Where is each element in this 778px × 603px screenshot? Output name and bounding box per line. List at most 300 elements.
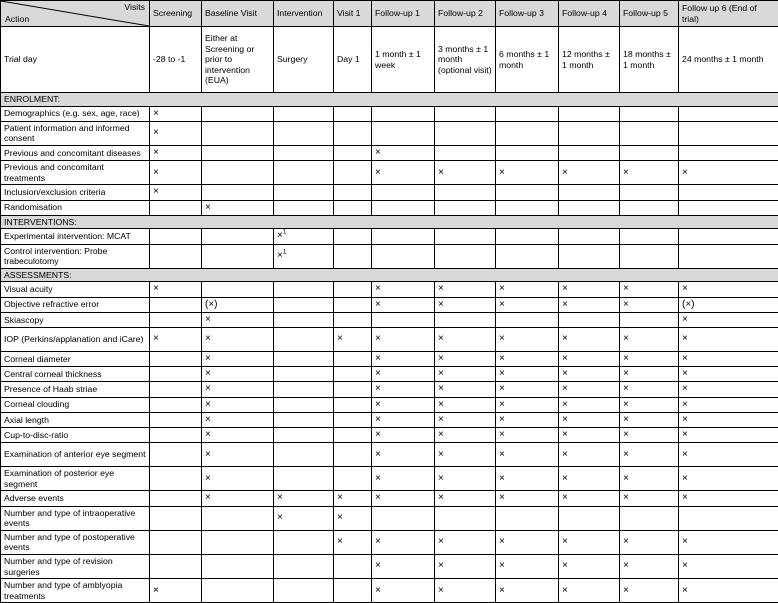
- mark-cell: [202, 282, 274, 297]
- mark-cell: [372, 282, 435, 297]
- mark-cell: [679, 530, 778, 554]
- cross-mark: ×: [205, 492, 211, 503]
- mark-cell: [620, 579, 679, 603]
- cross-mark: ×: [562, 383, 568, 394]
- mark-cell: [435, 443, 496, 467]
- mark-cell: [679, 443, 778, 467]
- mark-cell: [496, 106, 559, 121]
- table-row: [1, 397, 778, 412]
- mark-cell: [496, 397, 559, 412]
- mark-cell: [496, 327, 559, 351]
- mark-cell: [202, 327, 274, 351]
- mark-cell: [559, 397, 620, 412]
- trial-day-row: [1, 27, 778, 93]
- cross-mark: ×: [499, 449, 505, 460]
- table-row: [1, 367, 778, 382]
- cross-mark: ×: [682, 414, 688, 425]
- mark-cell: [679, 506, 778, 530]
- mark-cell: [274, 491, 334, 506]
- cross-mark: ×: [499, 167, 505, 178]
- cross-mark: ×: [438, 473, 444, 484]
- mark-cell: [496, 244, 559, 268]
- cross-mark: ×: [277, 512, 283, 523]
- mark-cell: [274, 351, 334, 366]
- cross-mark: ×: [375, 353, 381, 364]
- cross-mark: ×: [337, 536, 343, 547]
- mark-cell: [559, 530, 620, 554]
- mark-cell: [496, 200, 559, 215]
- mark-cell: [435, 327, 496, 351]
- cross-mark: ×: [205, 429, 211, 440]
- cross-mark: ×: [438, 492, 444, 503]
- mark-cell: [559, 382, 620, 397]
- cross-mark: ×: [682, 368, 688, 379]
- mark-cell: [150, 351, 202, 366]
- mark-cell: [620, 412, 679, 427]
- mark-cell: [334, 121, 372, 145]
- mark-cell: [202, 397, 274, 412]
- row-label: Visual acuity: [1, 282, 150, 297]
- table-row: [1, 282, 778, 297]
- cross-mark: ×: [499, 414, 505, 425]
- mark-cell: [150, 412, 202, 427]
- cross-mark: ×: [682, 473, 688, 484]
- table-row: [1, 200, 778, 215]
- cross-mark: ×: [682, 449, 688, 460]
- mark-cell: [559, 412, 620, 427]
- mark-cell: [559, 185, 620, 200]
- mark-cell: [559, 106, 620, 121]
- cross-mark: ×: [499, 473, 505, 484]
- mark-cell: [435, 367, 496, 382]
- row-label: Previous and concomitant diseases: [1, 146, 150, 161]
- trial-day-cell: -28 to -1: [150, 27, 202, 93]
- mark-cell: [202, 200, 274, 215]
- mark-cell: [202, 312, 274, 327]
- table-row: [1, 297, 778, 312]
- section-title: ENROLMENT:: [1, 93, 778, 107]
- mark-cell: [150, 229, 202, 244]
- row-label: Number and type of amblyopia treatments: [1, 579, 150, 603]
- mark-cell: [334, 351, 372, 366]
- cross-mark: ×: [153, 283, 159, 294]
- mark-cell: [202, 506, 274, 530]
- cross-mark: ×: [277, 250, 283, 261]
- mark-cell: [150, 146, 202, 161]
- cross-mark: ×: [205, 383, 211, 394]
- table-row: [1, 146, 778, 161]
- section-header-row: [1, 93, 778, 107]
- mark-cell: [620, 244, 679, 268]
- mark-cell: [202, 579, 274, 603]
- table-row: [1, 506, 778, 530]
- mark-cell: [150, 427, 202, 442]
- mark-cell: [150, 397, 202, 412]
- section-title: INTERVENTIONS:: [1, 215, 778, 229]
- cross-mark: ×: [562, 167, 568, 178]
- mark-cell: [496, 506, 559, 530]
- mark-cell: [679, 161, 778, 185]
- row-label: Corneal clouding: [1, 397, 150, 412]
- row-label: Corneal diameter: [1, 351, 150, 366]
- mark-cell: [496, 579, 559, 603]
- mark-cell: [435, 351, 496, 366]
- row-label: Axial length: [1, 412, 150, 427]
- schedule-body: [1, 27, 778, 603]
- row-label: Trial day: [1, 27, 150, 93]
- mark-cell: [496, 427, 559, 442]
- cross-mark: ×: [623, 414, 629, 425]
- cross-mark: ×: [375, 333, 381, 344]
- mark-cell: [496, 297, 559, 312]
- table-row: [1, 554, 778, 578]
- cross-mark: ×: [562, 368, 568, 379]
- mark-cell: [334, 146, 372, 161]
- cross-mark: ×: [375, 492, 381, 503]
- mark-cell: [435, 530, 496, 554]
- mark-cell: [202, 351, 274, 366]
- mark-cell: [274, 229, 334, 244]
- mark-cell: [334, 467, 372, 491]
- cross-mark: ×: [438, 399, 444, 410]
- mark-cell: [496, 161, 559, 185]
- mark-cell: [620, 491, 679, 506]
- mark-cell: [150, 185, 202, 200]
- cross-mark: ×: [562, 414, 568, 425]
- mark-cell: [202, 554, 274, 578]
- mark-cell: [274, 554, 334, 578]
- cross-mark: ×: [337, 512, 343, 523]
- cross-mark: ×: [337, 492, 343, 503]
- mark-cell: [372, 161, 435, 185]
- mark-cell: [274, 506, 334, 530]
- mark-cell: [274, 161, 334, 185]
- cross-mark: ×: [375, 560, 381, 571]
- cross-mark: ×: [682, 536, 688, 547]
- mark-cell: [679, 185, 778, 200]
- trial-day-cell: 6 months ± 1 month: [496, 27, 559, 93]
- mark-cell: [274, 185, 334, 200]
- mark-cell: [274, 297, 334, 312]
- table-row: [1, 412, 778, 427]
- mark-cell: [150, 443, 202, 467]
- mark-cell: [435, 146, 496, 161]
- mark-cell: [372, 443, 435, 467]
- mark-cell: [559, 467, 620, 491]
- column-header: Visit 1: [334, 1, 372, 27]
- mark-cell: [496, 412, 559, 427]
- mark-cell: [372, 506, 435, 530]
- mark-cell: [334, 491, 372, 506]
- mark-cell: [679, 244, 778, 268]
- mark-cell: [559, 244, 620, 268]
- mark-cell: [679, 467, 778, 491]
- mark-cell: [274, 121, 334, 145]
- mark-cell: [496, 467, 559, 491]
- mark-cell: [202, 146, 274, 161]
- mark-cell: [620, 427, 679, 442]
- mark-cell: [372, 367, 435, 382]
- mark-cell: [620, 229, 679, 244]
- mark-cell: [334, 312, 372, 327]
- cross-mark: ×: [623, 383, 629, 394]
- row-label: IOP (Perkins/applanation and iCare): [1, 327, 150, 351]
- cross-mark: ×: [205, 353, 211, 364]
- row-label: Number and type of postoperative events: [1, 530, 150, 554]
- cross-mark: ×: [499, 299, 505, 310]
- cross-mark: ×: [375, 368, 381, 379]
- mark-cell: [679, 229, 778, 244]
- cross-mark: ×: [623, 399, 629, 410]
- mark-cell: [559, 312, 620, 327]
- cross-mark: ×: [623, 492, 629, 503]
- mark-cell: [559, 351, 620, 366]
- mark-cell: [435, 382, 496, 397]
- mark-cell: [202, 412, 274, 427]
- cross-mark: ×: [623, 283, 629, 294]
- mark-cell: [274, 467, 334, 491]
- mark-cell: [372, 121, 435, 145]
- mark-cell: [274, 327, 334, 351]
- mark-cell: [679, 297, 778, 312]
- section-header-row: [1, 268, 778, 282]
- mark-cell: [150, 297, 202, 312]
- action-label: Action: [5, 14, 29, 25]
- table-row: [1, 327, 778, 351]
- cross-mark: ×: [562, 473, 568, 484]
- mark-cell: [496, 146, 559, 161]
- mark-cell: [202, 491, 274, 506]
- mark-cell: [202, 106, 274, 121]
- mark-cell: [202, 427, 274, 442]
- trial-day-cell: 24 months ± 1 month: [679, 27, 778, 93]
- cross-mark: ×: [375, 449, 381, 460]
- mark-cell: [202, 530, 274, 554]
- mark-cell: [274, 412, 334, 427]
- row-label: Experimental intervention: MCAT: [1, 229, 150, 244]
- mark-cell: [620, 161, 679, 185]
- cross-mark: ×: [562, 492, 568, 503]
- mark-cell: [435, 229, 496, 244]
- mark-cell: [620, 351, 679, 366]
- mark-cell: [334, 397, 372, 412]
- cross-mark: ×: [682, 283, 688, 294]
- mark-cell: [559, 121, 620, 145]
- mark-cell: [372, 427, 435, 442]
- mark-cell: [559, 506, 620, 530]
- mark-cell: [620, 185, 679, 200]
- cross-mark: ×: [205, 314, 211, 325]
- mark-cell: [202, 443, 274, 467]
- mark-cell: [334, 530, 372, 554]
- cross-mark: ×: [499, 333, 505, 344]
- mark-cell: [559, 282, 620, 297]
- mark-cell: [334, 297, 372, 312]
- mark-cell: [202, 297, 274, 312]
- column-header: Follow-up 5: [620, 1, 679, 27]
- row-label: Examination of posterior eye segment: [1, 467, 150, 491]
- trial-day-cell: 1 month ± 1 week: [372, 27, 435, 93]
- mark-cell: [620, 327, 679, 351]
- cross-mark: ×: [499, 429, 505, 440]
- mark-cell: [496, 351, 559, 366]
- row-label: Previous and concomitant treatments: [1, 161, 150, 185]
- cross-mark: ×: [562, 560, 568, 571]
- mark-cell: [620, 382, 679, 397]
- cross-mark: ×: [205, 202, 211, 213]
- mark-cell: [435, 554, 496, 578]
- mark-cell: [274, 382, 334, 397]
- cross-mark: ×: [438, 560, 444, 571]
- cross-mark: ×: [682, 492, 688, 503]
- mark-cell: [372, 579, 435, 603]
- row-label: Control intervention: Probe trabeculotomy: [1, 244, 150, 268]
- cross-mark: ×: [277, 230, 283, 241]
- mark-cell: [679, 282, 778, 297]
- mark-cell: [372, 467, 435, 491]
- cross-mark: ×: [438, 383, 444, 394]
- cross-mark: ×: [499, 383, 505, 394]
- table-row: [1, 491, 778, 506]
- mark-cell: [150, 467, 202, 491]
- mark-cell: [435, 200, 496, 215]
- mark-cell: [435, 427, 496, 442]
- cross-mark: ×: [623, 560, 629, 571]
- mark-cell: [372, 312, 435, 327]
- cross-mark: ×: [438, 299, 444, 310]
- mark-cell: [559, 229, 620, 244]
- row-label: Adverse events: [1, 491, 150, 506]
- cross-mark: ×: [438, 414, 444, 425]
- cross-mark: ×: [375, 299, 381, 310]
- mark-cell: [372, 397, 435, 412]
- cross-mark: ×: [499, 560, 505, 571]
- cross-mark: ×: [682, 333, 688, 344]
- cross-mark: ×: [205, 449, 211, 460]
- cross-mark: ×: [438, 368, 444, 379]
- mark-cell: [679, 351, 778, 366]
- cross-mark: ×: [375, 429, 381, 440]
- mark-cell: [620, 282, 679, 297]
- mark-cell: [679, 554, 778, 578]
- header-row: [1, 1, 778, 27]
- mark-cell: [150, 282, 202, 297]
- mark-cell: [435, 244, 496, 268]
- cross-mark: ×: [375, 383, 381, 394]
- mark-cell: [334, 229, 372, 244]
- mark-cell: [334, 367, 372, 382]
- mark-cell: [372, 185, 435, 200]
- mark-cell: [679, 579, 778, 603]
- footnote-marker: 1: [283, 249, 287, 256]
- mark-cell: [679, 327, 778, 351]
- mark-cell: [372, 327, 435, 351]
- mark-cell: [334, 200, 372, 215]
- mark-cell: [559, 200, 620, 215]
- mark-cell: [620, 146, 679, 161]
- row-label: Number and type of revision surgeries: [1, 554, 150, 578]
- mark-cell: [435, 506, 496, 530]
- mark-cell: [334, 106, 372, 121]
- cross-mark: ×: [205, 399, 211, 410]
- cross-mark: ×: [623, 429, 629, 440]
- row-label: Randomisation: [1, 200, 150, 215]
- mark-cell: [435, 297, 496, 312]
- table-row: [1, 443, 778, 467]
- cross-mark: (×): [205, 299, 218, 310]
- table-row: [1, 244, 778, 268]
- mark-cell: [496, 491, 559, 506]
- mark-cell: [202, 467, 274, 491]
- trial-day-cell: Either at Screening or prior to intervention (EUA): [202, 27, 274, 93]
- mark-cell: [496, 554, 559, 578]
- mark-cell: [620, 554, 679, 578]
- mark-cell: [202, 229, 274, 244]
- mark-cell: [334, 185, 372, 200]
- cross-mark: ×: [562, 353, 568, 364]
- mark-cell: [372, 229, 435, 244]
- mark-cell: [620, 106, 679, 121]
- mark-cell: [372, 554, 435, 578]
- mark-cell: [274, 244, 334, 268]
- cross-mark: ×: [499, 399, 505, 410]
- mark-cell: [559, 146, 620, 161]
- cross-mark: ×: [375, 147, 381, 158]
- cross-mark: ×: [438, 585, 444, 596]
- mark-cell: [334, 282, 372, 297]
- cross-mark: ×: [499, 368, 505, 379]
- mark-cell: [334, 244, 372, 268]
- cross-mark: ×: [277, 492, 283, 503]
- footnote-marker: 1: [283, 229, 287, 236]
- mark-cell: [334, 443, 372, 467]
- cross-mark: ×: [562, 333, 568, 344]
- mark-cell: [679, 200, 778, 215]
- mark-cell: [274, 579, 334, 603]
- mark-cell: [150, 312, 202, 327]
- mark-cell: [435, 161, 496, 185]
- mark-cell: [620, 397, 679, 412]
- cross-mark: ×: [682, 429, 688, 440]
- mark-cell: [334, 161, 372, 185]
- mark-cell: [372, 106, 435, 121]
- mark-cell: [150, 579, 202, 603]
- mark-cell: [150, 106, 202, 121]
- mark-cell: [679, 427, 778, 442]
- row-label: Cup-to-disc-ratio: [1, 427, 150, 442]
- mark-cell: [679, 491, 778, 506]
- cross-mark: ×: [205, 368, 211, 379]
- cross-mark: ×: [623, 299, 629, 310]
- mark-cell: [496, 121, 559, 145]
- cross-mark: ×: [562, 283, 568, 294]
- mark-cell: [334, 427, 372, 442]
- mark-cell: [679, 121, 778, 145]
- mark-cell: [334, 382, 372, 397]
- mark-cell: [620, 367, 679, 382]
- cross-mark: ×: [375, 536, 381, 547]
- cross-mark: ×: [205, 333, 211, 344]
- cross-mark: ×: [499, 353, 505, 364]
- mark-cell: [435, 397, 496, 412]
- mark-cell: [274, 397, 334, 412]
- mark-cell: [559, 161, 620, 185]
- cross-mark: ×: [438, 333, 444, 344]
- mark-cell: [334, 412, 372, 427]
- mark-cell: [372, 530, 435, 554]
- cross-mark: ×: [438, 536, 444, 547]
- cross-mark: ×: [438, 283, 444, 294]
